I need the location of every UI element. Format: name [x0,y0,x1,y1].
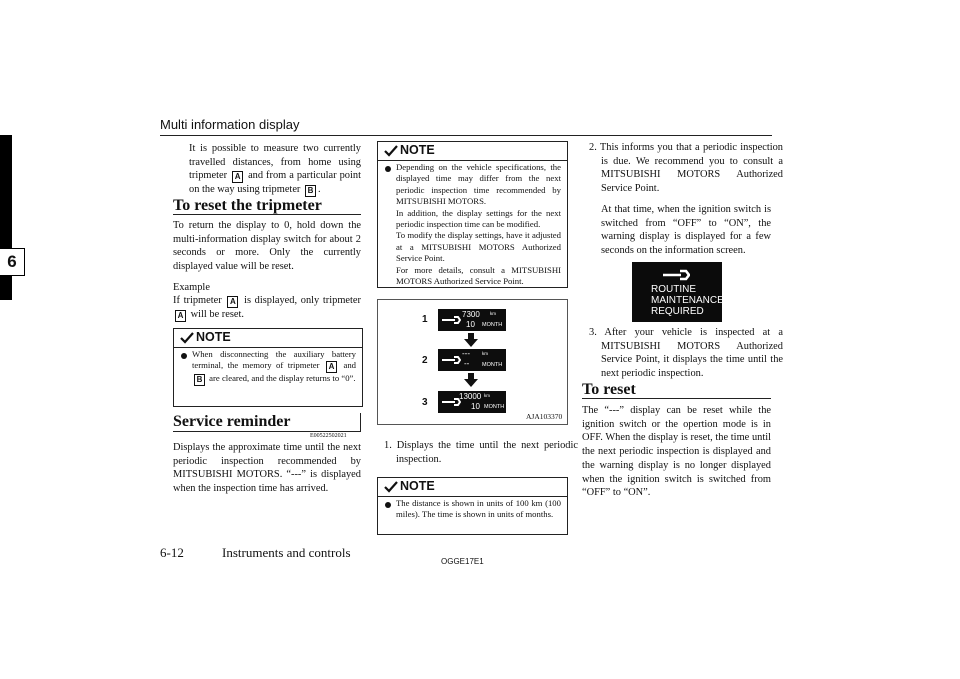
item-2-continued: At that time, when the ignition switch is switched from “OFF” to “ON”, the warning display is displayed for a few seconds on the information screen. [601,204,771,257]
routine-line-2: MAINTENANCE [651,295,724,306]
chapter-number: 6 [0,248,25,276]
figure-row-number: 1 [422,314,428,325]
note-check-icon [384,145,398,157]
tripmeter-a-key: A [227,296,238,308]
display-screen [438,309,506,331]
wrench-icon [441,355,461,365]
down-arrow-icon [464,373,478,387]
reset-display-paragraph: The “---” display can be reset while the ignition switch or the opertion mode is in OFF. When the display is reset, the time until the next periodic inspection is displayed and the warning display is no longer displayed when the ignition switch is switched from “OFF” to “ON”. [582,405,771,499]
running-header: Multi information display [160,117,300,132]
note-header: NOTE [378,478,567,497]
heading-rule [173,214,361,215]
distance-unit: km [482,351,488,356]
month-unit: MONTH [482,362,503,368]
note-box-battery [173,328,363,407]
figure-display-sequence [377,299,568,425]
figure-code: AJA103370 [526,412,563,421]
wrench-icon [441,315,461,325]
heading-service-reminder: Service reminder [173,413,291,430]
month-value: -- [464,359,470,368]
tripmeter-a-key: A [326,361,337,373]
distance-value: --- [462,349,470,358]
distance-unit: km [484,393,490,398]
service-paragraph: Displays the approximate time until the next periodic inspection recommended by MITSUBISHI MOTORS. “---” is displayed when the inspection time has arrived. [173,442,361,495]
header-rule [160,135,772,136]
figure-row-number: 2 [422,355,428,366]
heading-rule [173,431,361,432]
note-header: NOTE [174,329,362,348]
month-value: 10 [466,320,475,329]
heading-rule [582,398,771,399]
tripmeter-b-key: B [194,374,205,386]
down-arrow-icon [464,333,478,347]
tripmeter-a-key: A [175,310,186,322]
month-value: 10 [471,402,480,411]
figure-row-number: 3 [422,397,428,408]
section-name: Instruments and controls [222,545,351,560]
month-unit: MONTH [484,404,505,410]
bullet [385,502,391,508]
wrench-icon [662,268,690,282]
item-1: 1. Displays the time until the next periodic inspection. [384,440,578,465]
reset-paragraph: To return the display to 0, hold down the multi-information display switch for about 2 seconds or more. Only the currently displayed value will be reset. [173,220,361,273]
heading-to-reset: To reset [582,381,636,398]
bullet [385,166,391,172]
note-text: When disconnecting the auxiliary battery terminal, the memory of tripmeter A and B are cleared, and the display returns to “0”. [192,349,357,385]
note-text: Depending on the vehicle specifications, the displayed time may differ from the next periodic inspection time recommended by MITSUBISHI MOTORS. In addition, the display settings for the next periodic inspection time can be modified. To modify the display settings, have it adjusted at a MITSUBISHI MOTORS Authorized Service Point. For more details, consult a MITSUBISHI MOTORS Authorized Service Point. [396,162,561,287]
note-box-units [377,477,568,535]
note-text: The distance is shown in units of 100 km (100 miles). The time is shown in units of months. [396,498,561,520]
distance-value: 13000 [459,392,482,401]
note-check-icon [384,481,398,493]
intro-paragraph: It is possible to measure two currently travelled distances, from home using tripmeter A and from a particular point on the way using tripmeter B . [189,143,361,196]
page-number: 6-12 [160,545,184,560]
note-header: NOTE [378,142,567,161]
routine-line-3: REQUIRED [651,306,704,317]
heading-rule-tick [360,413,361,431]
item-2: 2. This informs you that a periodic inspection is due. We recommend you to consult a MITSUBISHI MOTORS Authorized Service Point. [589,142,783,195]
example-paragraph: If tripmeter A is displayed, only tripmeter A will be reset. [173,295,361,320]
note-box-specifications [377,141,568,288]
note-check-icon [180,332,194,344]
bullet [181,353,187,359]
display-screen [438,391,506,413]
tripmeter-a-key: A [232,171,243,183]
wrench-icon [441,397,461,407]
routine-line-1: ROUTINE [651,284,696,295]
heading-reset-tripmeter: To reset the tripmeter [173,197,322,214]
display-screen [438,349,506,371]
routine-maintenance-display [632,262,722,322]
distance-unit: km [490,311,496,316]
service-code: E00522502021 [310,433,347,439]
item-3: 3. After your vehicle is inspected at a MITSUBISHI MOTORS Authorized Service Point, it displays the time until the next periodic inspection. [589,327,783,380]
month-unit: MONTH [482,322,503,328]
distance-value: 7300 [462,310,480,319]
example-label: Example [173,282,210,293]
tripmeter-b-key: B [305,185,316,197]
document-code: OGGE17E1 [441,557,484,566]
